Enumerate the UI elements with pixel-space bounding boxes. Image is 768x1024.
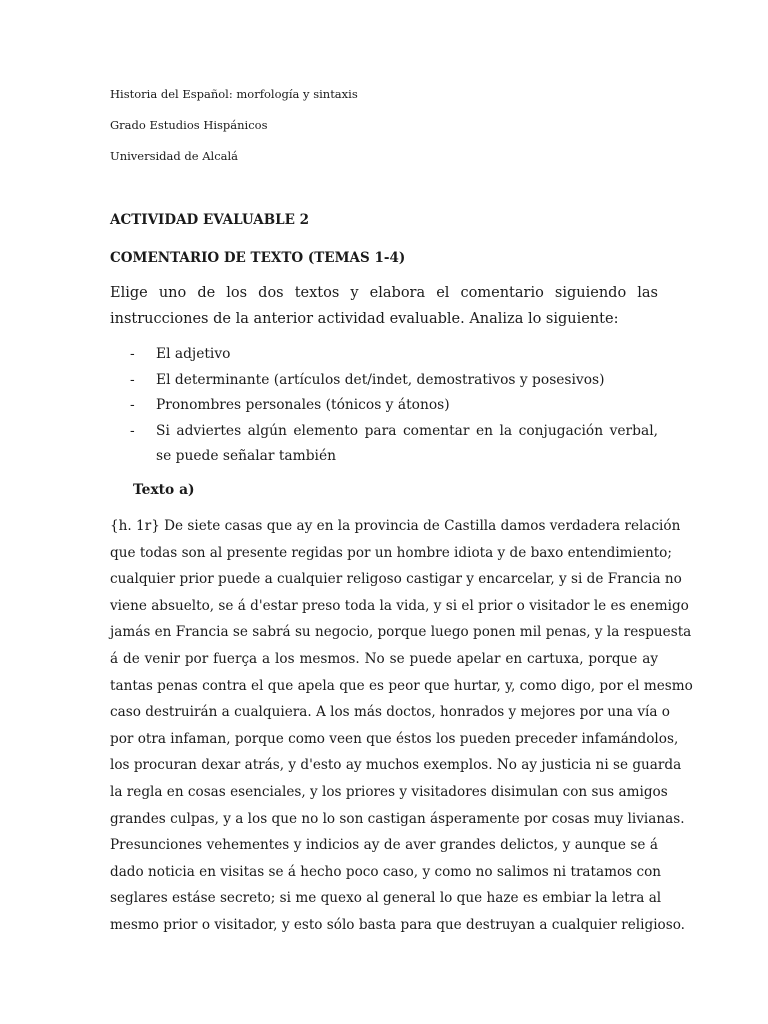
text-line: los procuran dexar atrás, y d'esto ay muchos exemplos. No ay justicia ni se guarda — [110, 757, 682, 774]
list-dash: - — [130, 371, 135, 388]
text-line: seglares estáse secreto; si me quexo al general lo que haze es embiar la letra al — [110, 890, 662, 907]
list-item-text: El adjetivo — [156, 346, 231, 362]
analysis-list — [110, 342, 658, 470]
intro-paragraph: Elige uno de los dos textos y elabora el comentario siguiendo las instrucciones de la anterior actividad evaluable. Analiza lo siguiente: — [110, 285, 658, 327]
degree-name: Grado Estudios Hispánicos — [110, 118, 268, 132]
text-line: jamás en Francia se sabrá su negocio, porque luego ponen mil penas, y la respuesta — [110, 624, 692, 641]
text-line: caso destruirán a cualquiera. A los más doctos, honrados y mejores por una vía o — [110, 704, 670, 721]
list-item-text: El determinante (artículos det/indet, demostrativos y posesivos) — [156, 371, 605, 388]
text-line: Presunciones vehementes y indicios ay de aver grandes delictos, y aunque se á — [110, 837, 658, 854]
text-line: á de venir por fuerça a los mesmos. No se puede apelar en cartuxa, porque ay — [110, 650, 658, 667]
list-dash: - — [130, 346, 135, 362]
activity-title: ACTIVIDAD EVALUABLE 2 — [110, 212, 310, 228]
list-item — [110, 393, 658, 419]
list-dash: - — [130, 422, 135, 439]
text-line: tantas penas contra el que apela que es peor que hurtar, y, como digo, por el mesmo — [110, 677, 693, 694]
text-line: que todas son al presente regidas por un hombre idiota y de baxo entendimiento; — [110, 544, 672, 561]
list-item-text: Pronombres personales (tónicos y átonos) — [156, 397, 450, 413]
activity-subtitle: COMENTARIO DE TEXTO (TEMAS 1-4) — [110, 250, 406, 266]
list-item — [110, 419, 658, 470]
text-line: mesmo prior o visitador, y esto sólo basta para que destruyan a cualquier religioso. — [110, 916, 685, 933]
text-line: dado noticia en visitas se á hecho poco caso, y como no salimos ni tratamos con — [110, 863, 662, 880]
text-line: la regla en cosas esenciales, y los priores y visitadores disimulan con sus amigos — [110, 783, 668, 800]
list-item — [110, 368, 658, 394]
text-line: cualquier prior puede a cualquier religoso castigar y encarcelar, y si de Francia no — [110, 571, 682, 588]
list-item — [110, 342, 658, 368]
list-dash: - — [130, 397, 135, 413]
text-a-body — [110, 513, 693, 939]
text-line: {h. 1r} De siete casas que ay en la provincia de Castilla damos verdadera relación — [110, 518, 681, 534]
text-line: grandes culpas, y a los que no lo son castigan ásperamente por cosas muy livianas. — [110, 810, 685, 827]
text-line: viene absuelto, se á d'estar preso toda la vida, y si el prior o visitador le es enemigo — [110, 597, 689, 614]
text-line: por otra infaman, porque como veen que éstos los pueden preceder infamándolos, — [110, 730, 679, 747]
list-item-text: Si adviertes algún elemento para comentar en la conjugación verbal, se puede señalar también — [156, 422, 658, 464]
university-name: Universidad de Alcalá — [110, 149, 239, 163]
text-a-label: Texto a) — [133, 482, 195, 498]
course-title: Historia del Español: morfología y sintaxis — [110, 87, 358, 101]
